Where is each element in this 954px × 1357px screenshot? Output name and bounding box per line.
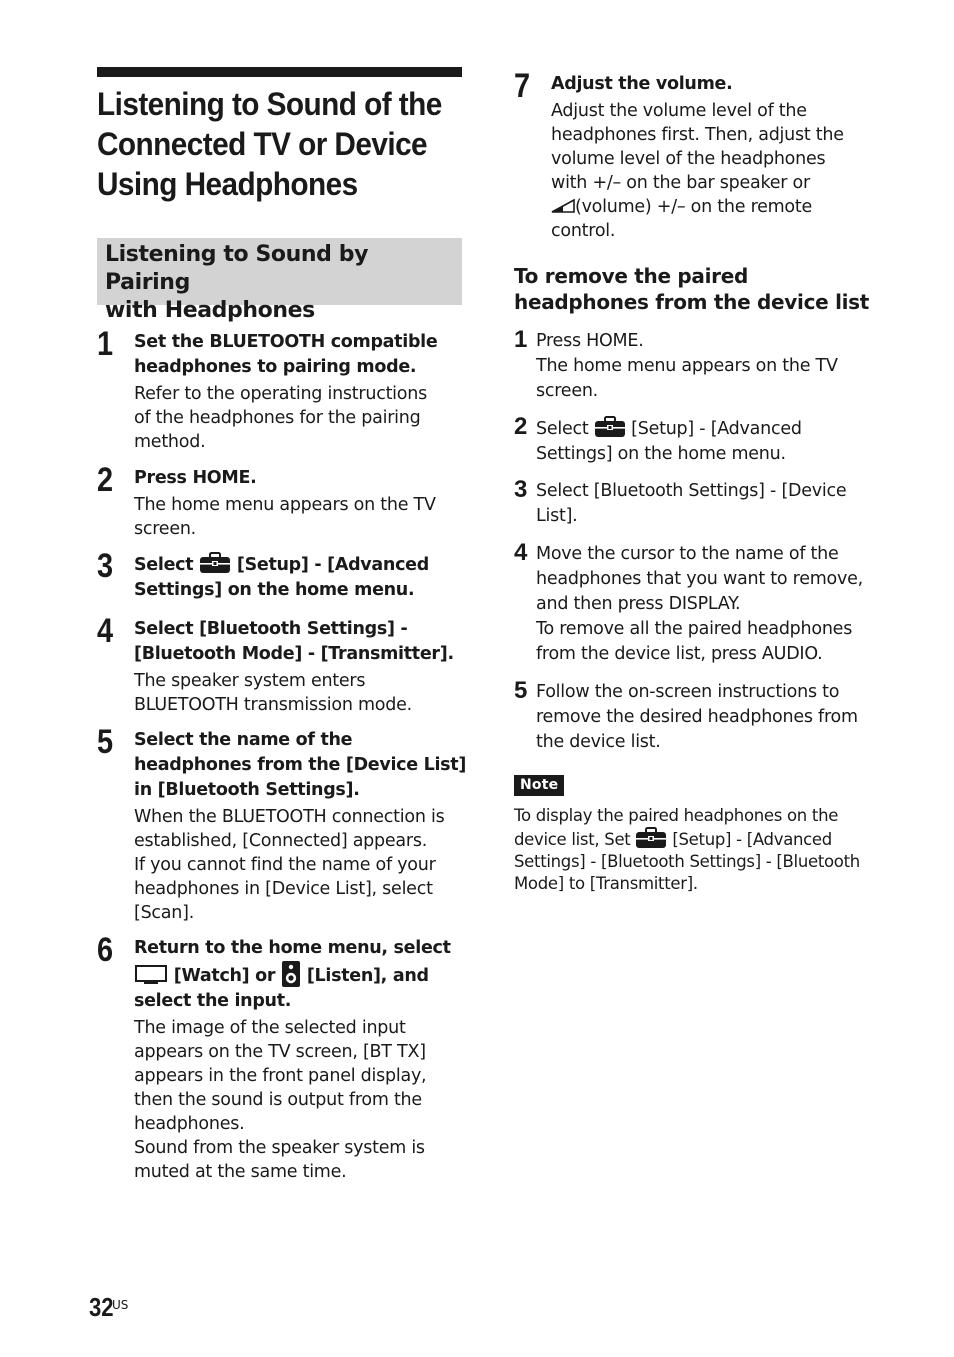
step-text-line: appears in the front panel display,: [134, 1066, 427, 1086]
step-number: 6: [97, 931, 114, 969]
step-text-line: Settings] on the home menu.: [536, 444, 786, 464]
step-text-line: When the BLUETOOTH connection is: [134, 807, 445, 827]
page-title: [97, 84, 441, 204]
step-text: [134, 805, 469, 925]
note-fragment: device list, Set: [514, 830, 631, 849]
note-line: Mode] to [Transmitter].: [514, 874, 698, 893]
toolbox-icon: [635, 827, 667, 849]
step-text-line: then the sound is output from the: [134, 1090, 422, 1110]
step-body: [134, 936, 469, 1184]
page-region-suffix: US: [112, 1298, 129, 1312]
step-text-fragment: (volume) +/– on the remote: [575, 197, 813, 217]
section-title-line: with Headphones: [105, 298, 315, 323]
step-text-line: List].: [536, 506, 578, 526]
step-title-line: Select [Bluetooth Settings] -: [134, 619, 408, 639]
step-title-line: select the input.: [134, 991, 292, 1011]
step-text-line: headphones.: [134, 1114, 245, 1134]
step-title-line: [Bluetooth Mode] - [Transmitter].: [134, 644, 454, 664]
section-header: [97, 238, 462, 323]
step-text-line: BLUETOOTH transmission mode.: [134, 695, 412, 715]
step-body: [536, 416, 886, 467]
step-number: 3: [97, 547, 114, 585]
step-text-line: screen.: [134, 519, 196, 539]
step-text-line: the device list.: [536, 732, 661, 752]
page-number: 32: [89, 1292, 114, 1322]
step-title: [134, 552, 469, 603]
step-text-line: [551, 195, 886, 219]
step-title-line: Settings] on the home menu.: [134, 580, 415, 600]
remove-heading-line: headphones from the device list: [514, 290, 870, 314]
step-body: [134, 728, 469, 925]
step-text-line: muted at the same time.: [134, 1162, 347, 1182]
step-text: [551, 99, 886, 243]
step-text: [134, 493, 469, 541]
step-title: [134, 728, 469, 803]
step-text-line: volume level of the headphones: [551, 149, 826, 169]
step-number: 1: [514, 326, 528, 353]
step-text-fragment: Select: [536, 419, 589, 439]
step-body: [536, 479, 886, 529]
volume-icon: [551, 198, 575, 214]
step-text-line: from the device list, press AUDIO.: [536, 644, 823, 664]
step-text-line: The image of the selected input: [134, 1018, 406, 1038]
step-text-line: with +/– on the bar speaker or: [551, 173, 810, 193]
step-body: [134, 552, 469, 605]
step-number: 5: [514, 677, 528, 704]
step-text-line: method.: [134, 432, 206, 452]
step-body: [536, 680, 886, 755]
step-text-line: and then press DISPLAY.: [536, 594, 741, 614]
title-line: Using Headphones: [97, 166, 358, 202]
step-title-line: Select the name of the: [134, 730, 353, 750]
toolbox-icon: [199, 552, 231, 574]
step-text-line: remove the desired headphones from: [536, 707, 858, 727]
step-text-line: Refer to the operating instructions: [134, 384, 427, 404]
step-number: 1: [97, 325, 114, 363]
section-title-line: Listening to Sound by Pairing: [105, 242, 369, 295]
toolbox-icon: [594, 416, 626, 438]
step-title-text: Select: [134, 555, 194, 575]
step-title-text: [Listen], and: [306, 966, 429, 986]
step-text-line: appears on the TV screen, [BT TX]: [134, 1042, 426, 1062]
step-title-line: Adjust the volume.: [551, 74, 733, 94]
step-text-line: control.: [551, 221, 616, 241]
step-text-line: The home menu appears on the TV: [536, 356, 838, 376]
step-body: [551, 72, 886, 243]
tv-icon: [134, 963, 168, 985]
step-text: [134, 1016, 469, 1184]
step-text-fragment: [Setup] - [Advanced: [631, 419, 802, 439]
step-number: 2: [97, 461, 114, 499]
remove-heading: [514, 263, 869, 315]
step-title-line: in [Bluetooth Settings].: [134, 780, 360, 800]
step-number: 4: [97, 612, 114, 650]
title-line: Listening to Sound of the: [97, 86, 442, 122]
step-title-line: Press HOME.: [134, 468, 257, 488]
step-title: [134, 466, 469, 491]
step-text: [134, 669, 469, 717]
step-title: [134, 330, 469, 380]
remove-heading-line: To remove the paired: [514, 264, 749, 288]
step-number: 5: [97, 723, 114, 761]
step-title-text: [Watch] or: [173, 966, 276, 986]
step-text-line: headphones in [Device List], select: [134, 879, 433, 899]
step-text-line: The home menu appears on the TV: [134, 495, 436, 515]
step-text-line: Press HOME.: [536, 331, 644, 351]
step-number: 3: [514, 476, 528, 503]
step-title: [551, 72, 886, 97]
section-title: [105, 241, 454, 325]
step-title: [134, 936, 469, 1014]
step-body: [536, 329, 886, 404]
step-text-line: Move the cursor to the name of the: [536, 544, 839, 564]
note-line: To display the paired headphones on the: [514, 806, 839, 825]
title-rule: [97, 67, 462, 77]
step-title-line: Return to the home menu, select: [134, 938, 451, 958]
step-text-line: screen.: [536, 381, 598, 401]
step-title-line: Set the BLUETOOTH compatible: [134, 332, 438, 352]
step-text-line: Sound from the speaker system is: [134, 1138, 425, 1158]
note-fragment: [Setup] - [Advanced: [672, 830, 832, 849]
step-title-line: [134, 552, 469, 578]
step-text-line: [536, 416, 886, 442]
step-title-line: [134, 961, 469, 989]
step-text-line: To remove all the paired headphones: [536, 619, 853, 639]
note-badge: Note: [514, 775, 564, 796]
step-text-line: headphones first. Then, adjust the: [551, 125, 844, 145]
step-text-line: Select [Bluetooth Settings] - [Device: [536, 481, 847, 501]
step-text-line: of the headphones for the pairing: [134, 408, 421, 428]
step-title: [134, 617, 469, 667]
step-number: 4: [514, 539, 528, 566]
step-text-line: headphones that you want to remove,: [536, 569, 863, 589]
step-body: [134, 617, 469, 717]
step-body: [134, 466, 469, 541]
step-text-line: If you cannot find the name of your: [134, 855, 436, 875]
speaker-icon: [281, 961, 301, 987]
step-text: [134, 382, 469, 454]
step-number: 7: [514, 67, 531, 105]
step-body: [134, 330, 469, 454]
note-line: Settings] - [Bluetooth Settings] - [Bluetooth: [514, 852, 860, 871]
step-text-line: Adjust the volume level of the: [551, 101, 807, 121]
step-text-line: [Scan].: [134, 903, 195, 923]
step-text-line: The speaker system enters: [134, 671, 366, 691]
step-text-line: established, [Connected] appears.: [134, 831, 428, 851]
step-title-line: headphones to pairing mode.: [134, 357, 417, 377]
step-text-line: Follow the on-screen instructions to: [536, 682, 840, 702]
step-number: 2: [514, 413, 528, 440]
note-text: [514, 805, 886, 895]
note-line: [514, 827, 886, 851]
title-line: Connected TV or Device: [97, 126, 428, 162]
step-title-text: [Setup] - [Advanced: [236, 555, 429, 575]
step-title-line: headphones from the [Device List]: [134, 755, 467, 775]
step-body: [536, 542, 886, 667]
